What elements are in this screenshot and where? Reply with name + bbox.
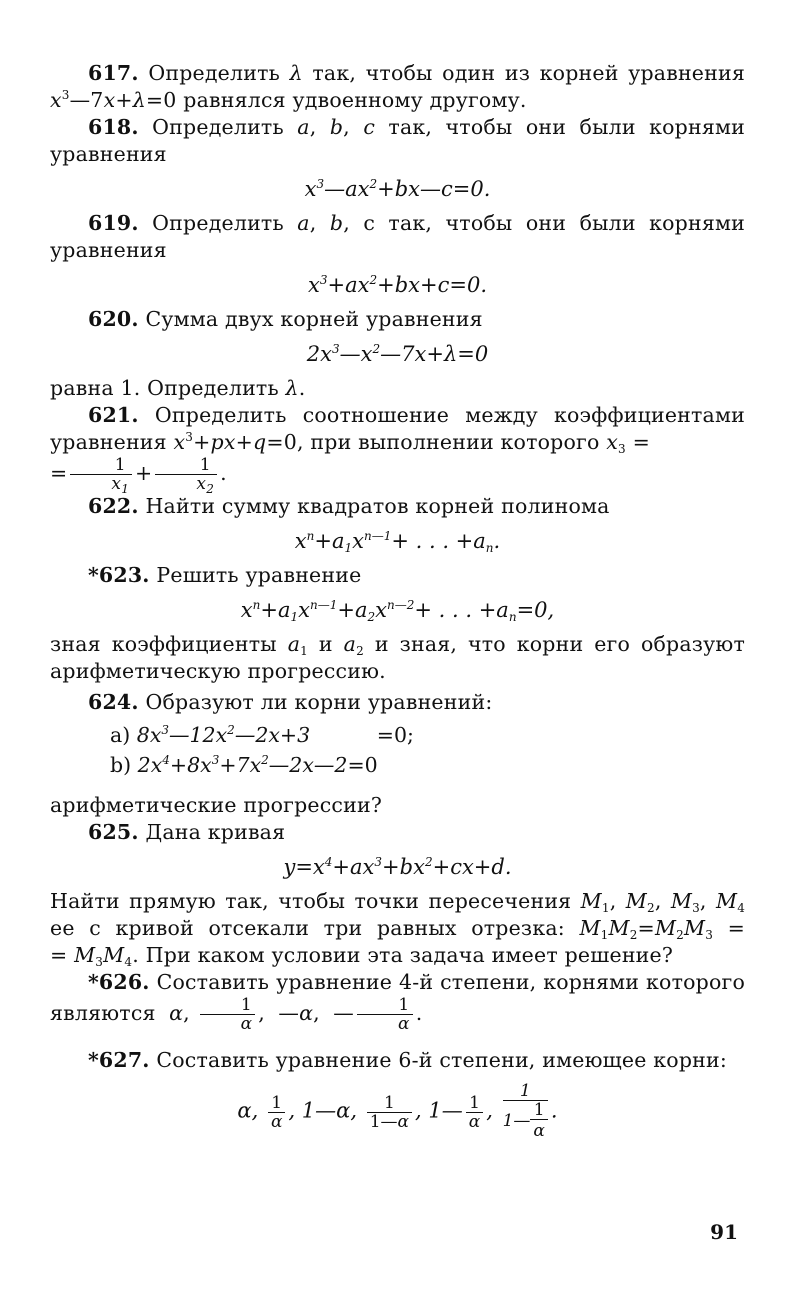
problem-625 (50, 819, 745, 846)
fraction: $\frac{1}{x_2}$ (155, 456, 217, 493)
problem-number: *627. (88, 1048, 150, 1072)
problem-number: 624. (88, 690, 139, 714)
problem-text: Определить a, b, с так, чтобы они были корнями уравнения (50, 211, 746, 262)
problem-number: *623. (88, 563, 150, 587)
formula-619: $x^3+ax^2+bx+c=0$. (307, 273, 488, 297)
formula-625: $y=x^4+ax^3+bx^2+cx+d$. (283, 855, 512, 879)
problem-624 (50, 689, 745, 716)
problem-625-cont: Найти прямую так, чтобы точки пересечения $M_1$, $M_2$, $M_3$, $M_4$ ее с кривой отсекали три равных отрезка: $M_1M_2=M_2M_3$ = = $M_3M_4$. При каком условии эта задача имеет решение? (50, 889, 746, 969)
problem-622 (50, 493, 745, 520)
problem-618 (50, 114, 745, 168)
problem-620-cont: равна 1. Определить λ. (50, 376, 306, 400)
problem-619 (50, 210, 745, 264)
fraction: $\frac{1}{\alpha}$ (200, 996, 256, 1033)
textbook-page (50, 60, 745, 1148)
problem-text: Составить уравнение 6-й степени, имеющее корни: (156, 1048, 727, 1072)
formula-623: $x^n+a_1x^{n—1}+a_2x^{n—2}+$ . . . $+a_n=0$, (240, 598, 555, 624)
problem-number: 625. (88, 820, 139, 844)
problem-number: 617. (88, 61, 139, 85)
problem-number: *626. (88, 970, 150, 994)
fraction: $\frac{1}{\alpha}$ (466, 1094, 483, 1131)
problem-text: Составить уравнение 4-й степени, корнями которого являются α, $\frac{1}{\alpha}$ , —α, — $\frac{1}{\alpha}$ . (50, 970, 745, 1034)
problem-text: Определить a, b, c так, чтобы они были корнями уравнения (50, 115, 745, 166)
problem-number: 621. (88, 403, 139, 427)
problem-624-cont: арифметические прогрессии? (50, 793, 383, 817)
equation-b: b) $2x^4+8x^3+7x^2—2x—2=0$ (110, 753, 378, 777)
fraction: $\frac{1}{1—\alpha}$ (367, 1094, 412, 1131)
problem-text: Найти сумму квадратов корней полинома (145, 494, 610, 518)
fraction: $\frac{1}{x_1}$ (70, 456, 132, 493)
problem-number: 620. (88, 307, 139, 331)
problem-617 (50, 60, 745, 114)
problem-623-cont: зная коэффициенты $a_1$ и $a_2$ и зная, что корни его образуют арифметическую прогрессию. (50, 632, 746, 683)
page-number: 91 (710, 1220, 738, 1244)
problem-620 (50, 306, 745, 333)
problem-text: Определить λ так, чтобы один из корней уравнения $x^3—7x+\lambda=0$ равнялся удвоенному другому. (50, 61, 745, 112)
problem-number: 622. (88, 494, 139, 518)
problem-623 (50, 562, 745, 589)
problem-text: Определить соотношение между коэффициентами уравнения $x^3+px+q=0$, при выполнении которого $x_3$ = = $\frac{1}{x_1}$ + $\frac{1}{x_2}$ . (50, 403, 745, 496)
problem-text: Дана кривая (145, 820, 286, 844)
formula-622: $x^n+a_1x^{n—1}+$ . . . $+a_n$. (294, 529, 501, 555)
problem-number: 618. (88, 115, 139, 139)
problem-text: Сумма двух корней уравнения (145, 307, 483, 331)
fraction: $\frac{1}{\alpha}$ (357, 996, 413, 1033)
formula-627: α, $\frac{1}{\alpha}$ , 1—α, $\frac{1}{1—\alpha}$ , 1— $\frac{1}{\alpha}$ , 1 1— $\frac{1}{\alpha}$ . (237, 1081, 558, 1141)
equation-system-624 (50, 720, 745, 780)
problem-626 (50, 969, 745, 1033)
problem-text: Образуют ли корни уравнений: (145, 690, 493, 714)
problem-627 (50, 1047, 745, 1074)
problem-text: Решить уравнение (156, 563, 362, 587)
fraction: $\frac{1}{\alpha}$ (268, 1094, 285, 1131)
formula-620: $2x^3—x^2—7x+\lambda=0$ (306, 342, 489, 366)
problem-number: 619. (88, 211, 139, 235)
problem-621 (50, 402, 745, 496)
formula-618: $x^3—ax^2+bx—c=0$. (304, 177, 491, 201)
equation-a: a) $8x^3—12x^2—2x+3 =0$; (110, 723, 414, 747)
nested-fraction: 1 1— $\frac{1}{\alpha}$ (503, 1082, 548, 1142)
